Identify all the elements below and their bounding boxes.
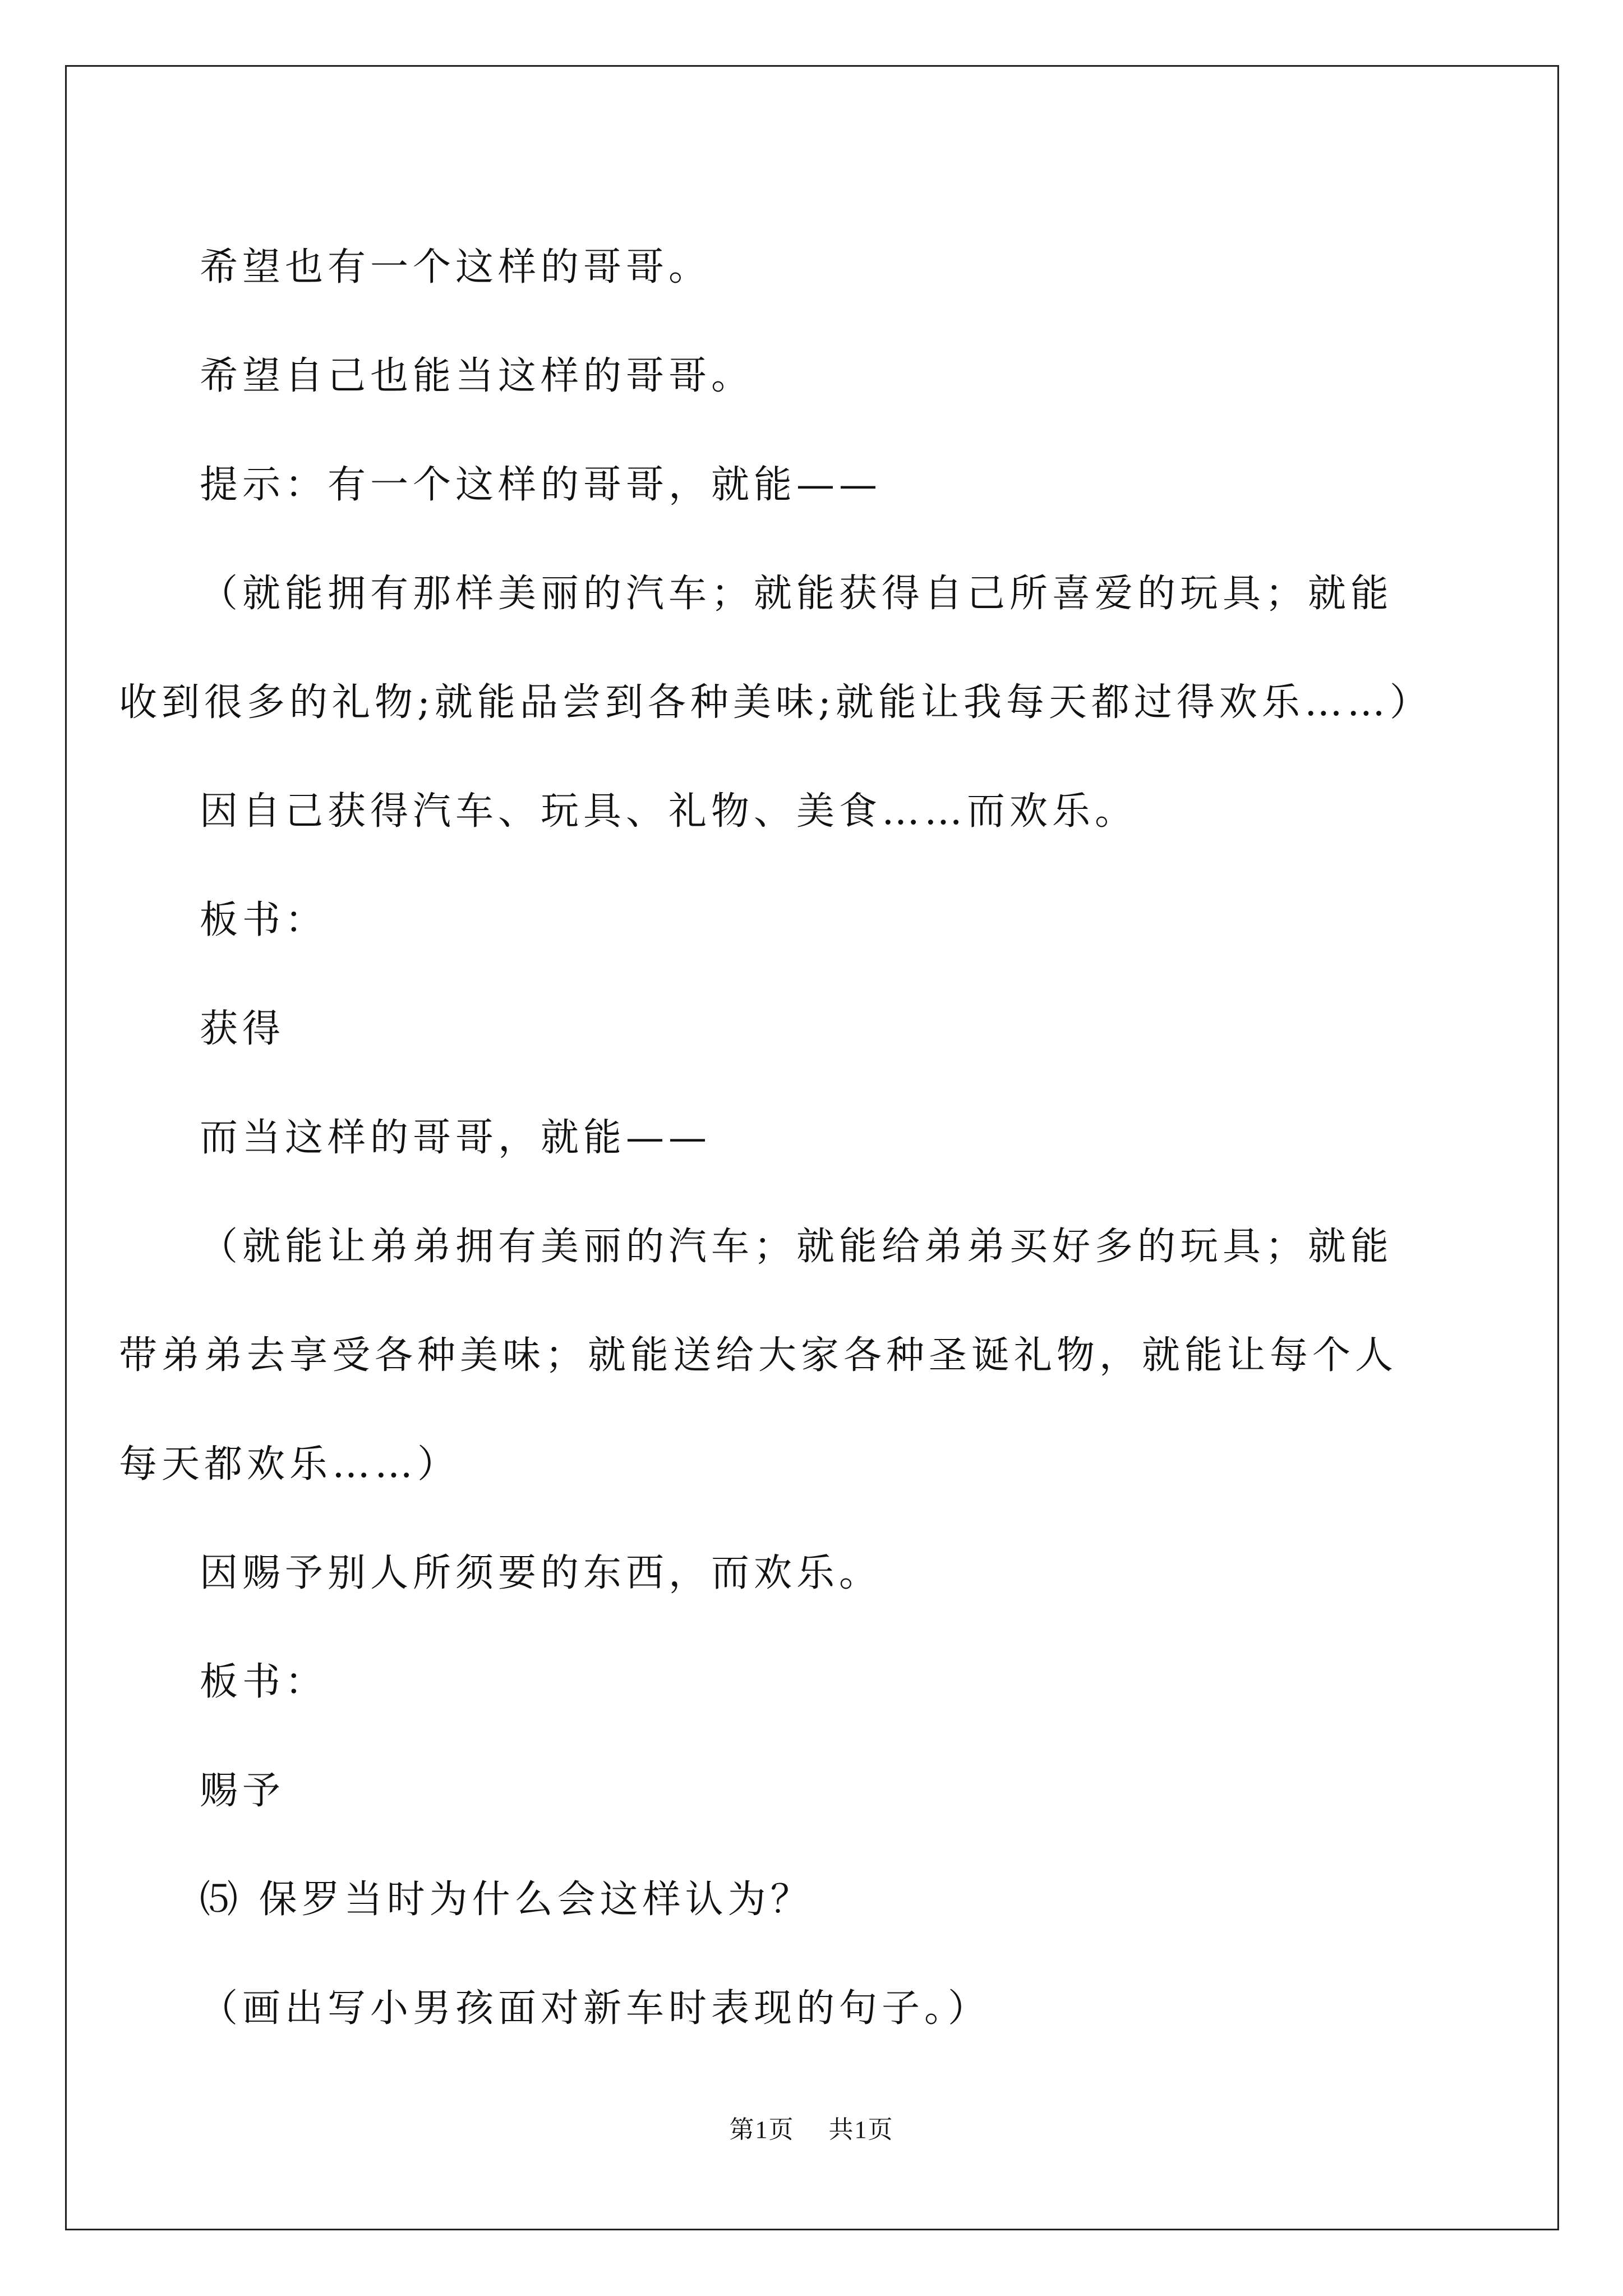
blackboard-heading: 板书：: [200, 1660, 328, 1704]
paragraph: 希望自己也能当这样的哥哥。: [200, 354, 754, 398]
page-footer: [0, 2109, 1623, 2145]
page-total: 共1页: [828, 2116, 894, 2143]
paragraph: 而当这样的哥哥，就能——: [200, 1116, 712, 1160]
blackboard-item: 获得: [200, 1007, 285, 1051]
paragraph: （画出写小男孩面对新车时表现的句子。）: [200, 1986, 991, 2031]
paragraph: （就能拥有那样美丽的汽车；就能获得自己所喜爱的玩具；就能: [200, 572, 1394, 616]
paragraph-continuation: 带弟弟去享受各种美味；就能送给大家各种圣诞礼物，就能让每个人: [119, 1333, 1398, 1378]
paragraph-continuation: 每天都欢乐……）: [119, 1442, 460, 1487]
paragraph: 提示：有一个这样的哥哥，就能——: [200, 463, 882, 507]
question: ⑸ 保罗当时为什么会这样认为？: [200, 1878, 813, 1922]
document-body: [119, 213, 1456, 2063]
paragraph: 因赐予别人所须要的东西，而欢乐。: [200, 1551, 882, 1595]
paragraph: 希望也有一个这样的哥哥。: [200, 245, 712, 289]
blackboard-heading: 板书：: [200, 898, 328, 942]
paragraph: （就能让弟弟拥有美丽的汽车；就能给弟弟买好多的玩具；就能: [200, 1225, 1394, 1269]
paragraph-continuation: 收到很多的礼物;就能品尝到各种美味;就能让我每天都过得欢乐……）: [119, 680, 1432, 725]
paragraph: 因自己获得汽车、玩具、礼物、美食……而欢乐。: [200, 789, 1138, 834]
page-number: 第1页: [729, 2116, 795, 2143]
blackboard-item: 赐予: [200, 1769, 285, 1813]
